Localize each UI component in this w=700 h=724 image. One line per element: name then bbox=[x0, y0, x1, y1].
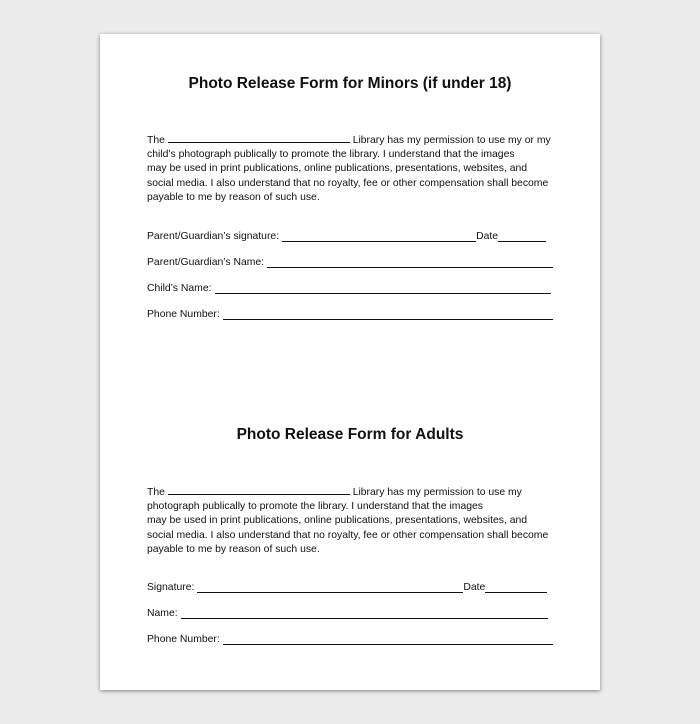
library-name-blank[interactable] bbox=[168, 485, 350, 495]
minors-phone-line[interactable] bbox=[223, 309, 553, 320]
adults-para-line-3: may be used in print publications, online publications, presentations, websites, and bbox=[147, 515, 528, 526]
adults-para-line-2: photograph publically to promote the library. I understand that the images bbox=[147, 500, 483, 512]
adults-date-line[interactable] bbox=[485, 582, 547, 593]
minors-para-line-3: may be used in print publications, online publications, presentations, websites, and bbox=[147, 163, 528, 174]
adults-phone-field: Phone Number: bbox=[147, 634, 553, 645]
minors-para-line-5: payable to me by reason of such use. bbox=[147, 192, 320, 203]
adults-name-field: Name: bbox=[147, 608, 548, 619]
adults-para-line-5: payable to me by reason of such use. bbox=[147, 544, 320, 555]
minors-para-line-2: child’s photograph publically to promote the library. I understand that the images bbox=[147, 148, 515, 160]
library-name-blank[interactable] bbox=[168, 133, 350, 143]
minors-child-name-field: Child’s Name: bbox=[147, 283, 551, 294]
minors-child-name-line[interactable] bbox=[215, 283, 551, 294]
minors-consent-paragraph bbox=[147, 133, 567, 206]
adults-phone-line[interactable] bbox=[223, 634, 553, 645]
minors-form-title: Photo Release Form for Minors (if under 18) bbox=[188, 75, 512, 92]
adults-form-title: Photo Release Form for Adults bbox=[236, 426, 464, 443]
adults-signature-line[interactable] bbox=[197, 582, 463, 593]
adults-name-line[interactable] bbox=[181, 608, 548, 619]
minors-signature-line[interactable] bbox=[282, 231, 476, 242]
minors-para-line-1: The Library has my permission to use my or my bbox=[147, 135, 551, 146]
minors-date-line[interactable] bbox=[498, 231, 546, 242]
adults-para-line-4: social media. I also understand that no royalty, fee or other compensation shall become bbox=[147, 529, 549, 541]
adults-para-line-1: The Library has my permission to use my bbox=[147, 487, 522, 498]
minors-guardian-name-line[interactable] bbox=[267, 257, 553, 268]
adults-signature-field: Signature: Date bbox=[147, 582, 547, 593]
document-page bbox=[100, 34, 600, 690]
minors-para-line-4: social media. I also understand that no royalty, fee or other compensation shall become bbox=[147, 177, 549, 189]
minors-phone-field: Phone Number: bbox=[147, 309, 553, 320]
minors-guardian-name-field: Parent/Guardian’s Name: bbox=[147, 257, 553, 268]
minors-signature-field: Parent/Guardian’s signature: Date bbox=[147, 231, 546, 242]
adults-consent-paragraph bbox=[147, 485, 567, 558]
